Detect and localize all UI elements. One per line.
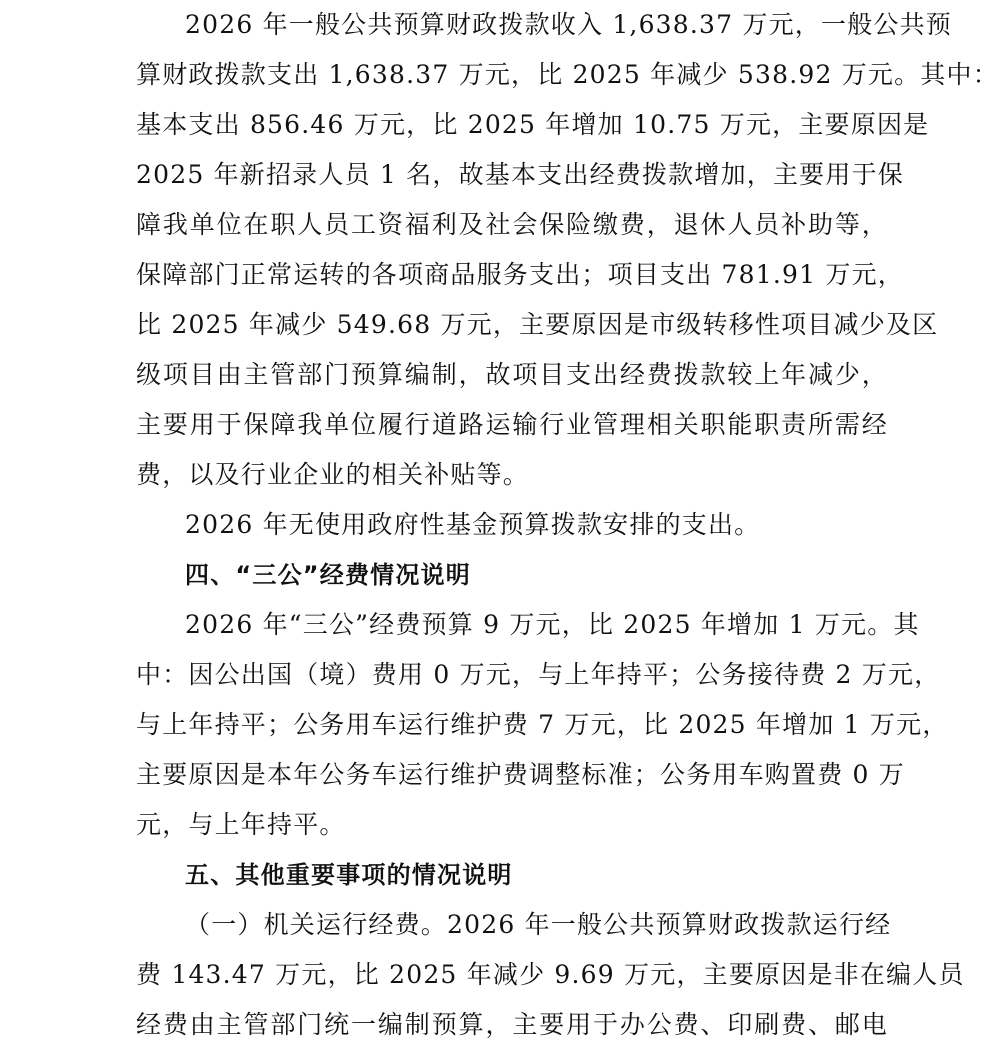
paragraph-budget-line-1: 2026 年一般公共预算财政拨款收入 1,638.37 万元，一般公共预 [185,10,952,39]
paragraph-budget-line-6: 保障部门正常运转的各项商品服务支出；项目支出 781.91 万元， [136,260,904,289]
paragraph-budget-line-8: 级项目由主管部门预算编制，故项目支出经费拨款较上年减少， [136,360,888,389]
paragraph-budget-line-5: 障我单位在职人员工资福利及社会保险缴费，退休人员补助等， [136,210,888,239]
paragraph-operating-costs-line-2: 费 143.47 万元，比 2025 年减少 9.69 万元，主要原因是非在编人员 [136,960,965,989]
paragraph-three-public-line-5: 元，与上年持平。 [136,810,346,839]
paragraph-three-public-line-4: 主要原因是本年公务车运行维护费调整标准；公务用车购置费 0 万 [136,760,906,789]
paragraph-budget-line-7: 比 2025 年减少 549.68 万元，主要原因是市级转移性项目减少及区 [136,310,939,339]
paragraph-operating-costs-line-3: 经费由主管部门统一编制预算，主要用于办公费、印刷费、邮电 [136,1010,888,1039]
paragraph-budget-line-4: 2025 年新招录人员 1 名，故基本支出经费拨款增加，主要用于保 [136,160,904,189]
paragraph-budget-line-9: 主要用于保障我单位履行道路运输行业管理相关职能职责所需经 [136,410,888,439]
paragraph-budget-line-3: 基本支出 856.46 万元，比 2025 年增加 10.75 万元，主要原因是 [136,110,930,139]
section-heading-three-public: 四、“三公”经费情况说明 [185,561,471,589]
paragraph-three-public-line-1: 2026 年“三公”经费预算 9 万元，比 2025 年增加 1 万元。其 [185,610,920,639]
paragraph-three-public-line-3: 与上年持平；公务用车运行维护费 7 万元，比 2025 年增加 1 万元， [136,710,949,739]
paragraph-fund-budget: 2026 年无使用政府性基金预算拨款安排的支出。 [185,510,761,539]
section-heading-other-matters: 五、其他重要事项的情况说明 [185,861,513,889]
paragraph-operating-costs-line-1: （一）机关运行经费。2026 年一般公共预算财政拨款运行经 [185,910,892,939]
paragraph-budget-line-10: 费，以及行业企业的相关补贴等。 [136,460,530,489]
paragraph-three-public-line-2: 中：因公出国（境）费用 0 万元，与上年持平；公务接待费 2 万元， [136,660,941,689]
paragraph-budget-line-2: 算财政拨款支出 1,638.37 万元，比 2025 年减少 538.92 万元。其中： [136,60,999,89]
